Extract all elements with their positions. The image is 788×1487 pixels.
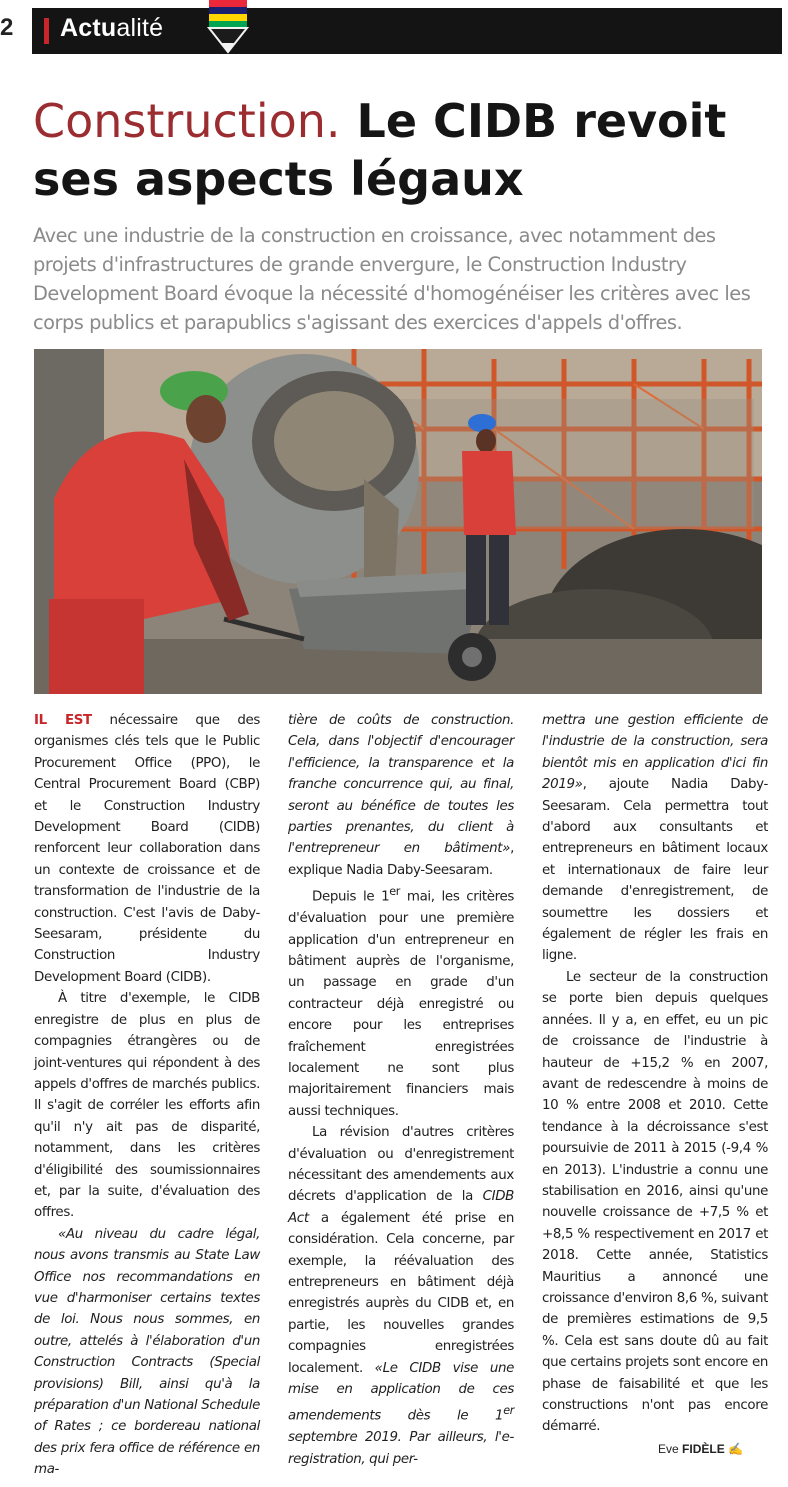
flag-stripe-blue <box>209 7 247 14</box>
flag-stripe-red <box>209 0 247 7</box>
col3-p1-rest: , ajoute Nadia Daby-Seesaram. Cela permettra tout d'abord aux consultants et entrepreneurs en bâtiment locaux et internationaux de faire leur demande d'enregistrement, de soumettre les dossiers et également de régler les frais en ligne. <box>542 777 768 964</box>
section-label-bold: Actu <box>60 14 117 42</box>
col2-p3-quote: «Le CIDB vise une mise en application de ces amendements dès le 1 <box>288 1360 514 1424</box>
article-column-2 <box>288 710 514 1470</box>
title-kicker: Construction. <box>33 94 341 148</box>
drop-in-lead: IL EST <box>34 713 92 728</box>
section-accent-mark <box>44 18 49 44</box>
col1-paragraph-2: À titre d'exemple, le CIDB enregistre de plus en plus de compagnies étrangères ou de joint-ventures qui répondent à des appels d'offres de marchés publics. Il s'agit de corréler les efforts afin qu'il n'y ait pas de disparité, notamment, dans les critères d'éligibilité des soumissionnaires et, par la suite, d'évaluation des offres. <box>34 991 260 1221</box>
col2-p3-start: La révision d'autres critères d'évaluation ou d'enregistrement nécessitant des amendements aux décrets d'application de la <box>288 1125 514 1205</box>
article-lede: Avec une industrie de la construction en croissance, avec notamment des projets d'infrastructures de grande envergure, le Construction Industry Development Board évoque la nécessité d'homogénéiser les critères avec les corps publics et parapublics s'agissant des exercices d'appels d'offres. <box>33 224 751 334</box>
byline-first-name: Eve <box>658 1442 679 1456</box>
col2-p3-mid: a également été prise en considération. Cela concerne, par exemple, la réévaluation des entrepreneurs en bâtiment déjà enregistrés auprès du CIDB et, en partie, les nouvelles grandes compagnies enregistrées localement. <box>288 1210 514 1376</box>
col2-p2-start: Depuis le 1 <box>312 889 390 905</box>
construction-workers-photo <box>34 349 762 694</box>
title-headline: Le CIDB revoit ses aspects légaux <box>33 94 727 206</box>
article-title <box>33 92 773 208</box>
col1-paragraph-3: «Au niveau du cadre légal, nous avons transmis au State Law Office nos recommandations en vue d'harmoniser certains textes de loi. Nous nous sommes, en outre, attelés à l'élaboration d'un Construction Contracts (Special provisions) Bill, ainsi qu'à la préparation d'un National Schedule of Rates ; ce bordereau national des prix fera office de référence en ma- <box>34 1226 260 1478</box>
col2-p2-sup: er <box>389 885 401 899</box>
flag-stripe-yellow <box>209 14 247 21</box>
col2-p3-sup: er <box>503 1404 514 1418</box>
byline <box>658 1442 743 1456</box>
col3-paragraph-2: Le secteur de la construction se porte bien depuis quelques années. Il y a, en effet, eu un pic de croissance de l'industrie à hauteur de +15,2 % en 2007, avant de redescendre à moins de 10 % entre 2008 et 2010. Cette tendance à la décroissance s'est poursuivie de 2011 à 2015 (-9,4 % en 2013). L'industrie a connu une stabilisation en 2016, ainsi qu'une nouvelle croissance de +7,5 % et +8,5 % respectivement en 2017 et 2018. Cette année, Statistics Mauritius a annoncé une croissance d'environ 8,6 %, suivant de premières estimations de 9,5 %. Cela est sans doute dû au fait que certains projets sont encore en phase de faisabilité et que les constructions n'ont pas encore démarré. <box>542 969 768 1435</box>
article-column-1 <box>34 710 260 1481</box>
section-label <box>60 14 163 43</box>
flag-stripe-green <box>209 21 247 28</box>
col1-paragraph-1: nécessaire que des organismes clés tels que le Public Procurement Office (PPO), le Central Procurement Board (CBP) et le Construction Industry Development Board (CIDB) renforcent leur collaboration dans un contexte de croissance et de transformation de l'industrie de la construction. C'est l'avis de Daby-Seesaram, présidente du Construction Industry Development Board (CIDB). <box>34 713 260 985</box>
mauritius-flag-pencil-icon <box>205 0 251 54</box>
byline-last-name: FIDÈLE <box>682 1442 725 1456</box>
col2-quote-end: tière de coûts de construction. Cela, dans l'objectif d'encourager l'efficience, la transparence et la franche concurrence qui, au final, seront au bénéfice de toutes les parties prenantes, du client à l'entrepreneur en bâtiment» <box>288 713 514 857</box>
article-column-3 <box>542 710 768 1438</box>
section-label-rest: alité <box>116 14 164 42</box>
col3-quote-end: mettra une gestion efficiente de l'industrie de la construction, sera bientôt mis en application d'ici fin 2019» <box>542 713 768 793</box>
col2-p3-quote-end: septembre 2019. Par ailleurs, l'e-registration, qui per- <box>288 1430 514 1467</box>
col2-p3-act: CIDB Act <box>288 1189 514 1226</box>
col2-attribution: , explique Nadia Daby-Seesaram. <box>288 841 514 878</box>
page-number: 2 <box>0 14 14 41</box>
col2-p2-rest: mai, les critères d'évaluation pour une première application d'un entrepreneur en bâtiment auprès de l'organisme, un passage en grade d'un contracteur déjà enregistré ou encore pour les entreprises fraîchement enregistrées localement ne sont plus majoritairement financiers mais aussi techniques. <box>288 889 514 1119</box>
pen-icon: ✍ <box>728 1442 743 1456</box>
